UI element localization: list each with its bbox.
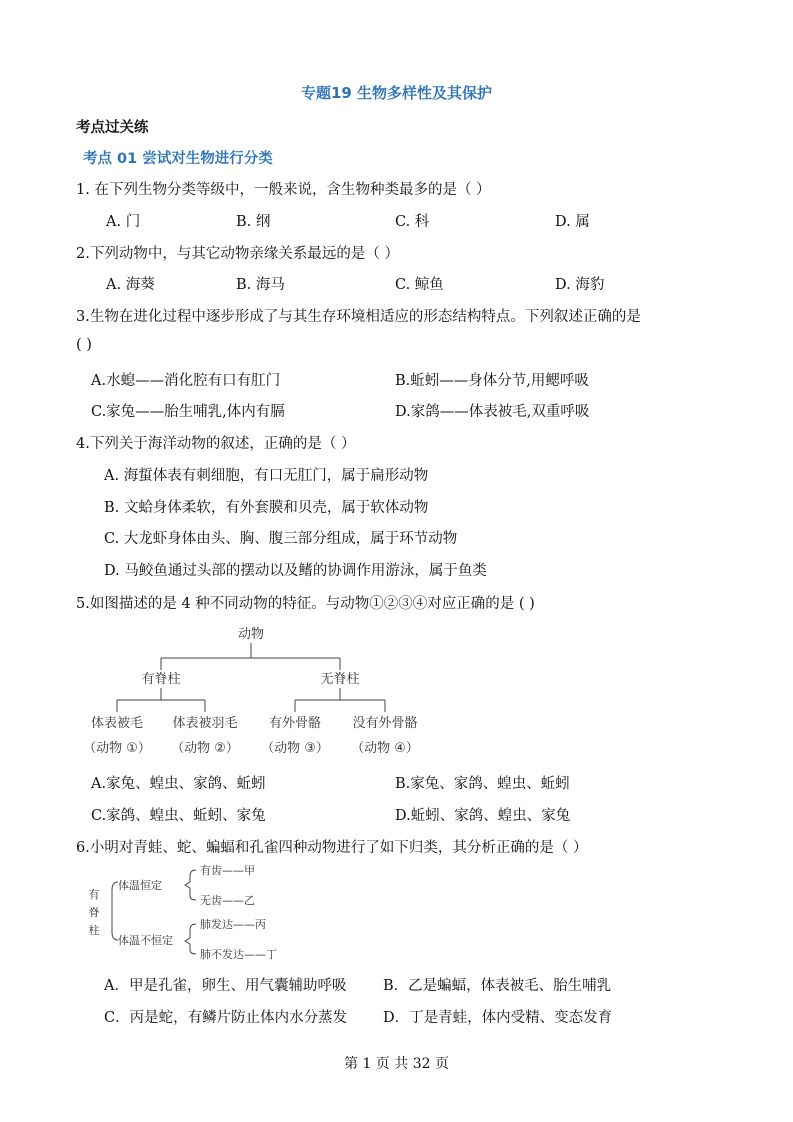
tree6-leaf-yi: 无齿——乙	[200, 894, 255, 907]
tree5-vertebrate: 有脊柱	[141, 672, 181, 687]
page-footer: 第 1 页 共 32 页	[344, 1056, 449, 1072]
q3-option-b: B.蚯蚓——身体分节,用鳃呼吸	[395, 373, 589, 389]
q1-option-c: C. 科	[395, 214, 430, 230]
tree5-root: 动物	[237, 627, 265, 642]
tree6-cold: 体温不恒定	[118, 934, 173, 947]
q6-option-b: B．乙是蝙蝠，体表被毛、胎生哺乳	[383, 978, 612, 994]
q4-option-b: B. 文蛤身体柔软，有外套膜和贝壳，属于软体动物	[104, 500, 429, 516]
question-3-bracket: ( )	[76, 337, 92, 353]
tree5-leaf-3: 有外骨骼	[268, 716, 322, 731]
tree5-animal-1: （动物 ①）	[83, 741, 151, 756]
question-6: 6.小明对青蛙、蛇、蝙蝠和孔雀四种动物进行了如下归类，其分析正确的是（ ）	[76, 840, 588, 856]
tree5-animal-2: （动物 ②）	[171, 741, 239, 756]
q5-option-c: C.家鸽、蝗虫、蚯蚓、家兔	[91, 808, 266, 824]
section-heading: 考点过关练	[76, 120, 149, 136]
question-2: 2.下列动物中，与其它动物亲缘关系最远的是（ ）	[76, 246, 399, 262]
tree6-root-3: 柱	[88, 924, 100, 937]
page-title: 专题19 生物多样性及其保护	[300, 84, 493, 102]
q5-option-a: A.家兔、蝗虫、家鸽、蚯蚓	[91, 776, 266, 792]
tree5-animal-3: （动物 ③）	[261, 741, 329, 756]
q2-option-c: C. 鲸鱼	[395, 277, 444, 293]
animal-classification-tree	[70, 620, 450, 766]
q6-option-c: C．丙是蛇，有鳞片防止体内水分蒸发	[104, 1010, 348, 1026]
question-1: 1. 在下列生物分类等级中，一般来说，含生物种类最多的是（ ）	[76, 182, 491, 198]
question-4: 4.下列关于海洋动物的叙述，正确的是（ ）	[76, 436, 356, 452]
vertebrate-classification-tree	[84, 860, 314, 966]
q3-option-d: D.家鸽——体表被毛,双重呼吸	[395, 404, 590, 420]
q3-option-c: C.家兔——胎生哺乳,体内有膈	[91, 404, 285, 420]
tree6-warm: 体温恒定	[118, 879, 162, 892]
tree6-root-2: 脊	[88, 906, 100, 919]
tree5-invertebrate: 无脊柱	[320, 672, 360, 687]
tree5-animal-4: （动物 ④）	[351, 741, 419, 756]
q4-option-d: D. 马鲛鱼通过头部的摆动以及鳍的协调作用游泳，属于鱼类	[104, 563, 487, 579]
tree5-leaf-4: 没有外骨骼	[352, 716, 418, 731]
tree6-leaf-bing: 肺发达——丙	[200, 918, 266, 931]
tree6-leaf-ding: 肺不发达——丁	[200, 948, 277, 961]
q4-option-c: C. 大龙虾身体由头、胸、腹三部分组成，属于环节动物	[104, 531, 458, 547]
question-5: 5.如图描述的是 4 种不同动物的特征。与动物①②③④对应正确的是 ( )	[76, 596, 535, 612]
q3-option-a: A.水螅——消化腔有口有肛门	[91, 373, 281, 389]
question-3: 3.生物在进化过程中逐步形成了与其生存环境相适应的形态结构特点。下列叙述正确的是	[76, 309, 641, 325]
q5-option-b: B.家兔、家鸽、蝗虫、蚯蚓	[395, 776, 570, 792]
tree6-leaf-jia: 有齿——甲	[200, 864, 255, 877]
q4-option-a: A. 海蜇体表有刺细胞，有口无肛门，属于扁形动物	[104, 468, 429, 484]
q1-option-d: D. 属	[555, 214, 590, 230]
q1-option-b: B. 纲	[236, 214, 271, 230]
q6-option-a: A．甲是孔雀，卵生、用气囊辅助呼吸	[104, 978, 347, 994]
q1-option-a: A. 门	[106, 214, 141, 230]
tree5-leaf-2: 体表被羽毛	[172, 716, 238, 731]
tree5-leaf-1: 体表被毛	[90, 716, 144, 731]
q2-option-a: A. 海葵	[106, 277, 155, 293]
q6-option-d: D．丁是青蛙，体内受精、变态发育	[383, 1010, 613, 1026]
tree6-root-1: 有	[88, 888, 100, 901]
q2-option-b: B. 海马	[236, 277, 285, 293]
q5-option-d: D.蚯蚓、家鸽、蝗虫、家兔	[395, 808, 571, 824]
q2-option-d: D. 海豹	[555, 277, 605, 293]
kaodian-heading: 考点 01 尝试对生物进行分类	[83, 151, 273, 167]
